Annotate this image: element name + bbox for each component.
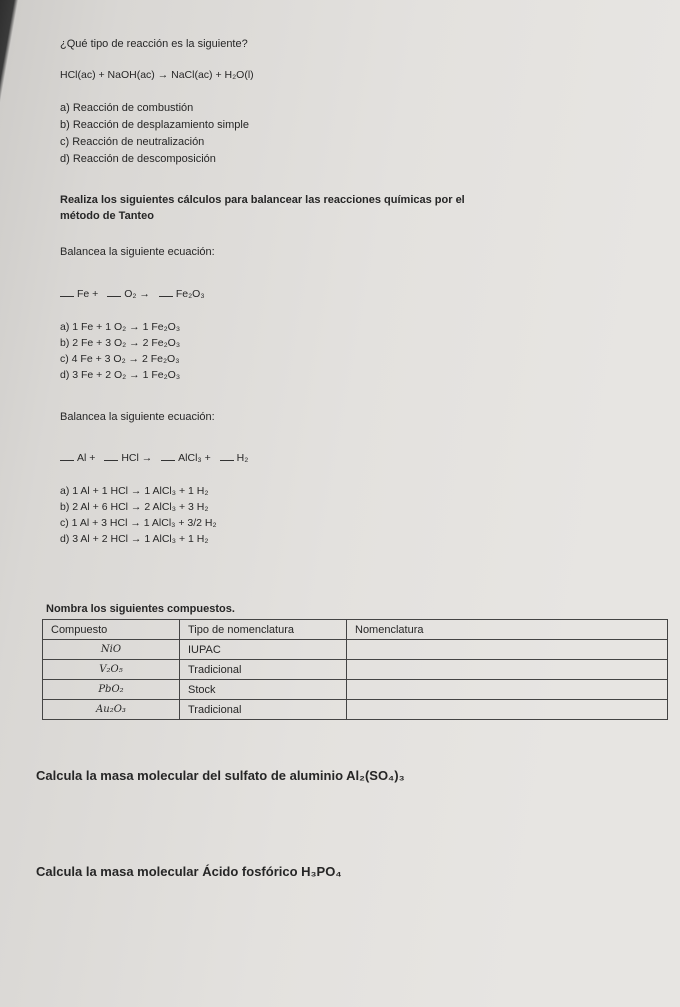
- term: Al +: [77, 452, 96, 464]
- answer-cell[interactable]: [347, 680, 668, 700]
- header-compuesto: Compuesto: [43, 620, 180, 640]
- balance2-option-a: a) 1 Al + 1 HCl → 1 AlCl₃ + 1 H₂: [60, 485, 209, 497]
- question1-option-a: a) Reacción de combustión: [60, 102, 194, 114]
- blank-coefficient[interactable]: [60, 287, 74, 297]
- blank-coefficient[interactable]: [161, 451, 175, 461]
- balance2-option-b: b) 2 Al + 6 HCl → 2 AlCl₃ + 3 H₂: [60, 501, 209, 513]
- balance1-equation: [60, 287, 205, 300]
- type-cell: Stock: [180, 680, 347, 700]
- nomenclature-table: [42, 619, 668, 720]
- section-tanteo-heading-line1: Realiza los siguientes cálculos para balancear las reacciones químicas por el: [60, 194, 465, 206]
- answer-cell[interactable]: [347, 660, 668, 680]
- question1-equation: HCl(ac) + NaOH(ac) → NaCl(ac) + H₂O(l): [60, 69, 254, 81]
- nomenclature-title: Nombra los siguientes compuestos.: [46, 603, 235, 615]
- balance2-option-c: c) 1 Al + 3 HCl → 1 AlCl₃ + 3/2 H₂: [60, 517, 217, 529]
- balance1-option-c: c) 4 Fe + 3 O₂ → 2 Fe₂O₃: [60, 353, 180, 365]
- compound-cell: Au₂O₃: [43, 700, 180, 720]
- question1-option-b: b) Reacción de desplazamiento simple: [60, 119, 249, 131]
- balance1-prompt: Balancea la siguiente ecuación:: [60, 246, 215, 258]
- compound-cell: NiO: [43, 640, 180, 660]
- compound-cell: V₂O₅: [43, 660, 180, 680]
- blank-coefficient[interactable]: [159, 287, 173, 297]
- balance2-equation: [60, 451, 248, 464]
- table-row: [43, 700, 668, 720]
- answer-cell[interactable]: [347, 640, 668, 660]
- table-row: [43, 640, 668, 660]
- answer-cell[interactable]: [347, 700, 668, 720]
- calc2-prompt: Calcula la masa molecular Ácido fosfórico H₃PO₄: [36, 864, 342, 879]
- blank-coefficient[interactable]: [220, 451, 234, 461]
- balance2-option-d: d) 3 Al + 2 HCl → 1 AlCl₃ + 1 H₂: [60, 533, 209, 545]
- blank-coefficient[interactable]: [104, 451, 118, 461]
- term: O₂ →: [124, 288, 150, 300]
- type-cell: Tradicional: [180, 700, 347, 720]
- type-cell: IUPAC: [180, 640, 347, 660]
- header-tipo: Tipo de nomenclatura: [180, 620, 347, 640]
- term: H₂: [236, 452, 249, 464]
- term: Fe +: [77, 288, 99, 300]
- question1-option-c: c) Reacción de neutralización: [60, 136, 205, 148]
- table-row: [43, 680, 668, 700]
- section-tanteo-heading-line2: método de Tanteo: [60, 210, 154, 222]
- header-nomenclatura: Nomenclatura: [347, 620, 668, 640]
- balance1-option-b: b) 2 Fe + 3 O₂ → 2 Fe₂O₃: [60, 337, 181, 349]
- term: HCl →: [121, 452, 153, 464]
- term: Fe₂O₃: [175, 288, 205, 300]
- question1-option-d: d) Reacción de descomposición: [60, 153, 216, 165]
- balance1-option-d: d) 3 Fe + 2 O₂ → 1 Fe₂O₃: [60, 369, 181, 381]
- compound-cell: PbO₂: [43, 680, 180, 700]
- term: AlCl₃ +: [178, 452, 211, 464]
- balance2-prompt: Balancea la siguiente ecuación:: [60, 411, 215, 423]
- blank-coefficient[interactable]: [107, 287, 121, 297]
- blank-coefficient[interactable]: [60, 451, 74, 461]
- balance1-option-a: a) 1 Fe + 1 O₂ → 1 Fe₂O₃: [60, 321, 181, 333]
- table-row: [43, 660, 668, 680]
- table-header-row: [43, 620, 668, 640]
- type-cell: Tradicional: [180, 660, 347, 680]
- calc1-prompt: Calcula la masa molecular del sulfato de aluminio Al₂(SO₄)₃: [36, 768, 405, 783]
- question1-prompt: ¿Qué tipo de reacción es la siguiente?: [60, 38, 248, 50]
